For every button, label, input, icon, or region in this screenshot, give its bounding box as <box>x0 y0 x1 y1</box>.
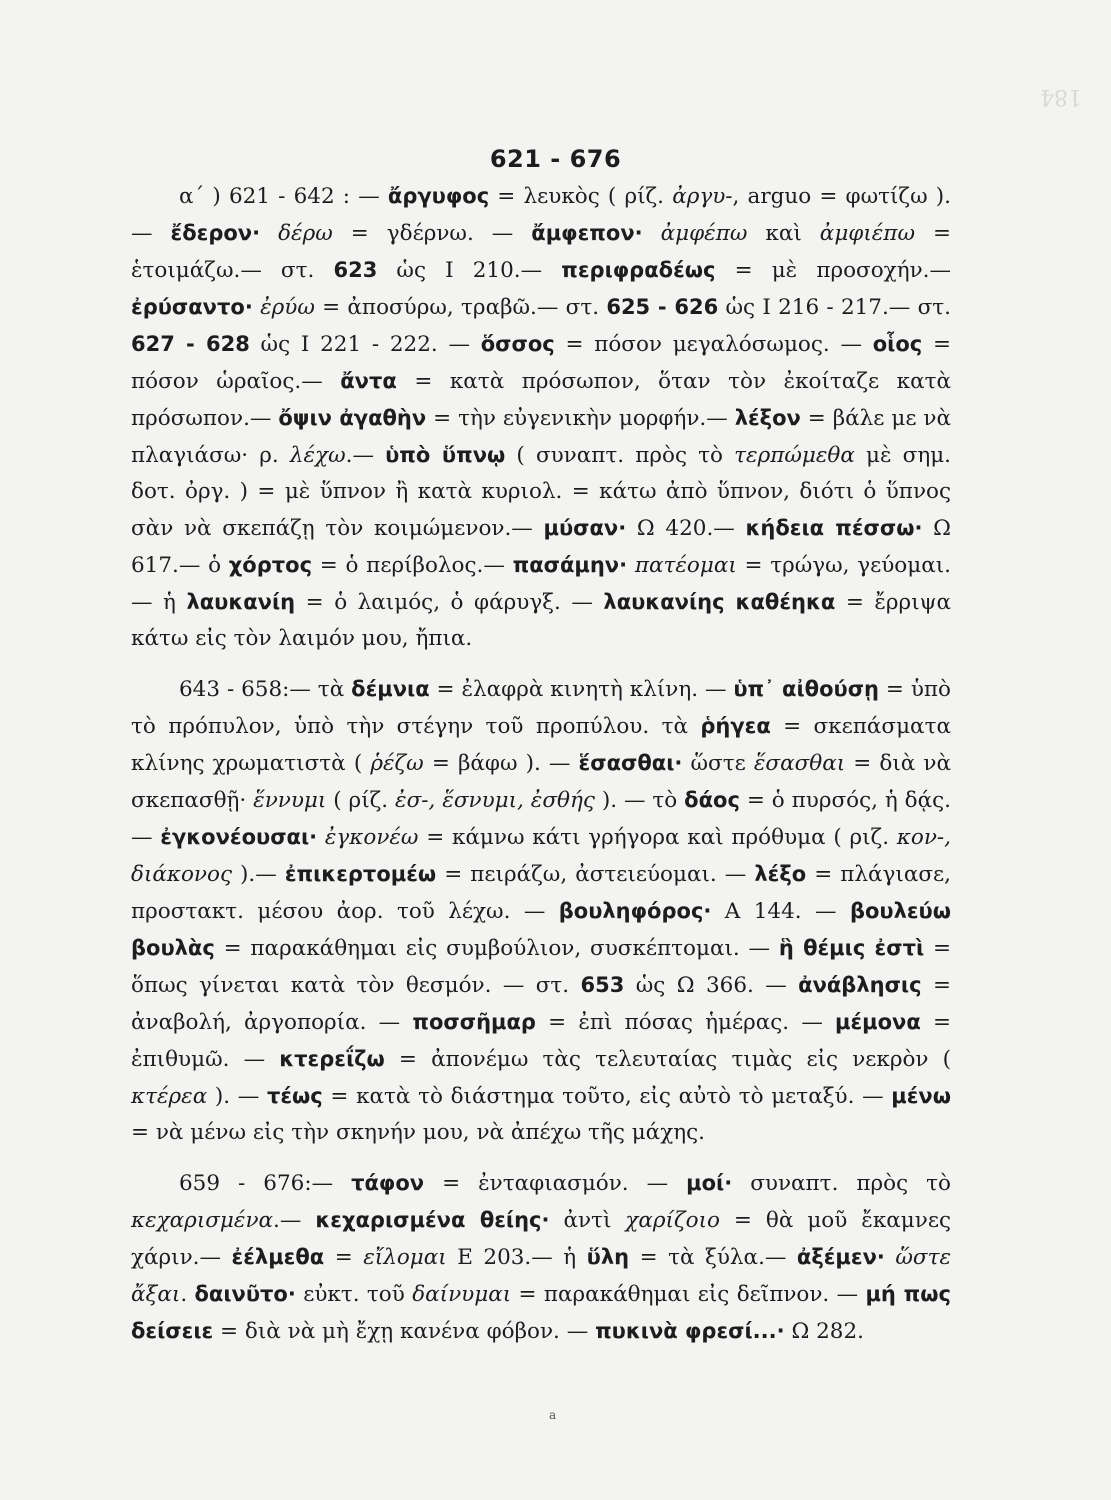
page-number: 184 <box>1040 84 1082 109</box>
lemma-term: πασάμην· <box>512 553 628 577</box>
italic-form: ὥστε ἄξαι <box>131 1245 952 1307</box>
lemma-term: περιφραδέως <box>561 258 716 282</box>
lemma-term: 623 <box>333 258 378 282</box>
italic-form: εἴλομαι <box>363 1245 447 1270</box>
gloss-text: = παρακάθημαι εἰς συμβούλιον, συσκέπτομαι. — <box>214 936 779 961</box>
gloss-text: ὥστε <box>682 751 754 776</box>
italic-form: ἐρύω <box>260 295 315 320</box>
gloss-text: ( ρίζ. <box>326 788 396 813</box>
lemma-term: κτερεΐζω <box>279 1047 385 1071</box>
gloss-text: = ὁ περίβολος.— <box>312 553 513 578</box>
lemma-term: ὄψιν ἀγαθὴν <box>278 406 427 430</box>
italic-form: ἕννυμι <box>253 788 327 813</box>
lemma-term: πυκινὰ φρεσί...· <box>595 1319 785 1343</box>
italic-form: λέχω <box>289 443 346 468</box>
paragraph-1 <box>131 178 951 657</box>
gloss-text: Ω 282. <box>784 1319 864 1344</box>
lemma-term: ἀξέμεν· <box>796 1245 885 1269</box>
gloss-text: . <box>180 1282 195 1307</box>
gloss-text: α΄ ) 621 - 642 : — <box>179 184 388 209</box>
lemma-term: βουληφόρος· <box>558 899 712 923</box>
lemma-term: ἄμφεπον· <box>531 221 643 245</box>
gloss-text: = πειράζω, ἀστειεύομαι. — <box>436 862 755 887</box>
gloss-text: = διὰ νὰ σκεπασθῇ· <box>131 751 952 813</box>
gloss-text: = βάλε με νὰ πλαγιάσω· ρ. <box>131 406 951 468</box>
lemma-term: μέμονα <box>835 1010 921 1034</box>
lemma-term: χόρτος <box>228 553 313 577</box>
lemma-term: δάος <box>684 788 740 812</box>
lemma-term: κεχαρισμένα θείης· <box>315 1208 550 1232</box>
italic-form: ἀμφέπω <box>660 221 748 246</box>
lemma-term: ποσσῆμαρ <box>412 1010 536 1034</box>
gloss-text: ὡς Ι 221 - 222. — <box>249 332 481 357</box>
gloss-text: 659 - 676:— <box>179 1171 352 1196</box>
gloss-text: = σκεπάσματα κλίνης χρωματιστὰ ( <box>131 714 951 776</box>
italic-form: ῥέζω <box>370 751 424 776</box>
lemma-term: 653 <box>580 973 625 997</box>
gloss-text <box>627 553 635 578</box>
gloss-text: ( συναπτ. πρὸς τὸ <box>505 443 735 468</box>
gloss-text: = ὑπὸ τὸ πρόπυλον, ὑπὸ τὴν στέγην τοῦ προπύλου. τὰ <box>131 677 951 739</box>
gloss-text <box>643 221 661 246</box>
gloss-text <box>260 221 278 246</box>
lemma-term: ἕσασθαι· <box>578 751 683 775</box>
gloss-text: Ω 420.— <box>626 516 746 541</box>
lemma-term: τάφον <box>351 1171 425 1195</box>
gloss-text: = ἀναβολή, ἀργοπορία. — <box>131 973 951 1035</box>
gloss-text: = πόσον ὡραῖος.— <box>131 332 951 394</box>
lemma-term: ἐπικερτομέω <box>284 862 437 886</box>
gloss-text: Ε 203.— ἡ <box>446 1245 587 1270</box>
italic-form: ἐγκονέω <box>324 825 419 850</box>
gloss-text: = ἐπιθυμῶ. — <box>131 1010 951 1072</box>
gloss-text: = τρώγω, γεύομαι.— ἡ <box>131 553 952 615</box>
italic-form: ἐσ-, ἕσνυμι, ἐσθής <box>395 788 595 813</box>
footnote-mark: a <box>549 1408 557 1422</box>
lemma-term: τέως <box>266 1084 323 1108</box>
lemma-term: δέμνια <box>351 677 430 701</box>
lemma-term: 625 - 626 <box>606 295 719 319</box>
gloss-text: εὐκτ. τοῦ <box>295 1282 413 1307</box>
gloss-text: ἀντὶ <box>549 1208 626 1233</box>
gloss-text: ). — τὸ <box>594 788 685 813</box>
lemma-term: μή πως δείσειε <box>131 1282 951 1343</box>
gloss-text: = ἔρριψα κάτω εἰς τὸν λαιμόν μου, ἤπια. <box>131 590 952 651</box>
gloss-text: = <box>324 1245 364 1270</box>
gloss-text: = κατὰ πρόσωπον, ὅταν τὸν ἐκοίταζε κατὰ πρόσωπον.— <box>131 369 951 431</box>
gloss-text: = βάφω ). — <box>423 751 579 776</box>
gloss-text: ).— <box>232 862 285 887</box>
italic-form: κτέρεα <box>131 1084 208 1109</box>
lemma-term: ἣ θέμις ἐστὶ <box>778 936 925 960</box>
lemma-term: βουλεύω βουλὰς <box>131 899 951 960</box>
gloss-text: = ἀπονέμω τὰς τελευταίας τιμὰς εἰς νεκρὸν ( <box>384 1047 952 1072</box>
lemma-term: μύσαν· <box>543 516 627 540</box>
gloss-text: = ἀποσύρω, τραβῶ.— στ. <box>314 295 607 320</box>
italic-form: δαίνυμαι <box>412 1282 512 1307</box>
lemma-term: ἄντα <box>340 369 397 393</box>
italic-form: ἀργυ- <box>672 184 733 209</box>
gloss-text: = λευκὸς ( ρίζ. <box>489 184 673 209</box>
lemma-term: λαυκανίης καθέηκα <box>603 590 836 614</box>
gloss-text: .— <box>273 1208 316 1233</box>
lemma-term: μοί· <box>686 1171 733 1195</box>
lemma-term: ἄργυφος <box>387 184 490 208</box>
gloss-text: = ὁ πυρσός, ἡ δᾴς.— <box>131 788 952 850</box>
lemma-term: λέξον <box>734 406 801 430</box>
paragraph-2 <box>131 671 951 1151</box>
lemma-term: μένω <box>891 1084 951 1108</box>
gloss-text: ). — <box>207 1084 267 1109</box>
italic-form: δέρω <box>278 221 333 246</box>
lemma-term: ὑπ᾽ αἰθούσῃ <box>733 677 880 701</box>
page-title: 621 - 676 <box>489 145 622 173</box>
lemma-term: ἐρύσαντο· <box>131 295 253 319</box>
gloss-text: = γδέρνω. — <box>332 221 532 246</box>
gloss-text: = ὅπως γίνεται κατὰ τὸν θεσμόν. — στ. <box>131 936 952 998</box>
italic-form: ἕσασθαι <box>753 751 846 776</box>
lemma-term: κήδεια πέσσω· <box>745 516 923 540</box>
lemma-term: ἐγκονέουσαι· <box>160 825 318 849</box>
lemma-term: ὕλη <box>586 1245 630 1269</box>
lemma-term: λέξο <box>754 862 807 886</box>
gloss-text: = ὁ λαιμός, ὁ φάρυγξ. — <box>295 590 604 615</box>
gloss-text: Α 144. — <box>711 899 850 924</box>
gloss-text <box>253 295 260 320</box>
lemma-term: ἐέλμεθα <box>231 1245 325 1269</box>
gloss-text: ὡς Ω 366. — <box>624 973 799 998</box>
lemma-term: ὅσσος <box>480 332 555 356</box>
gloss-text: = θὰ μοῦ ἔκαμνες χάριν.— <box>131 1208 952 1270</box>
gloss-text: ὡς Ι 216 - 217.— στ. <box>718 295 951 320</box>
gloss-text: Ω 617.— ὁ <box>131 516 951 578</box>
italic-form: τερπώμεθα <box>734 443 855 468</box>
lemma-term: ἀνάβλησις <box>798 973 922 997</box>
gloss-text <box>885 1245 896 1270</box>
lemma-term: λαυκανίη <box>186 590 296 614</box>
lemma-term: οἷος <box>872 332 923 356</box>
gloss-text: = ἑτοιμάζω.— στ. <box>131 221 952 283</box>
lemma-term: ῥήγεα <box>700 714 771 738</box>
gloss-text: = ἐνταφιασμόν. — <box>424 1171 687 1196</box>
gloss-text: = τὴν εὐγενικὴν μορφήν.— <box>426 406 735 431</box>
gloss-text: = μὲ προσοχήν.— <box>715 258 951 283</box>
paragraph-3 <box>131 1165 951 1350</box>
gloss-text: 643 - 658:— τὰ <box>179 677 352 702</box>
commentary-body <box>131 178 951 1364</box>
gloss-text: = παρακάθημαι εἰς δεῖπνον. — <box>511 1282 866 1307</box>
gloss-text: = κατὰ τὸ διάστημα τοῦτο, εἰς αὐτὸ τὸ μεταξύ. — <box>322 1084 892 1109</box>
gloss-text: , arguo = φωτίζω ).— <box>131 184 951 246</box>
gloss-text: μὲ σημ. δοτ. ὀργ. ) = μὲ ὕπνον ἢ κατὰ κυριολ. = κάτω ἀπὸ ὕπνον, διότι ὁ ὕπνος σὰν νὰ σκεπάζῃ τὸν κοιμώμενον.— <box>131 443 952 541</box>
gloss-text: = ἐπὶ πόσας ἡμέρας. — <box>535 1010 836 1035</box>
gloss-text: καὶ <box>747 221 820 246</box>
gloss-text: = ἐλαφρὰ κινητὴ κλίνη. — <box>429 677 734 702</box>
lemma-term: ἔδερον· <box>170 221 261 245</box>
italic-form: πατέομαι <box>634 553 737 578</box>
lemma-term: ὑπὸ ὕπνῳ <box>385 443 506 467</box>
gloss-text <box>317 825 325 850</box>
lemma-term: 627 - 628 <box>131 332 250 356</box>
gloss-text: = πόσον μεγαλόσωμος. — <box>554 332 873 357</box>
gloss-text: συναπτ. πρὸς τὸ <box>732 1171 951 1196</box>
gloss-text: = διὰ νὰ μὴ ἔχῃ κανένα φόβον. — <box>213 1319 596 1344</box>
lemma-term: δαινῦτο· <box>194 1282 296 1306</box>
gloss-text: .— <box>345 443 386 468</box>
italic-form: ἀμφιέπω <box>819 221 915 246</box>
italic-form: κεχαρισμένα <box>131 1208 274 1233</box>
italic-form: χαρίζοιο <box>625 1208 720 1233</box>
gloss-text: = πλάγιασε, προστακτ. μέσου ἀορ. τοῦ λέχω. — <box>131 862 951 924</box>
gloss-text: ὡς Ι 210.— <box>377 258 562 283</box>
italic-form: κον-, διάκονος <box>131 825 952 887</box>
gloss-text: = κάμνω κάτι γρήγορα καὶ πρόθυμα ( ριζ. <box>418 825 897 850</box>
gloss-text: = τὰ ξύλα.— <box>629 1245 797 1270</box>
gloss-text: = νὰ μένω εἰς τὴν σκηνήν μου, νὰ ἀπέχω τῆς μάχης. <box>131 1120 705 1145</box>
